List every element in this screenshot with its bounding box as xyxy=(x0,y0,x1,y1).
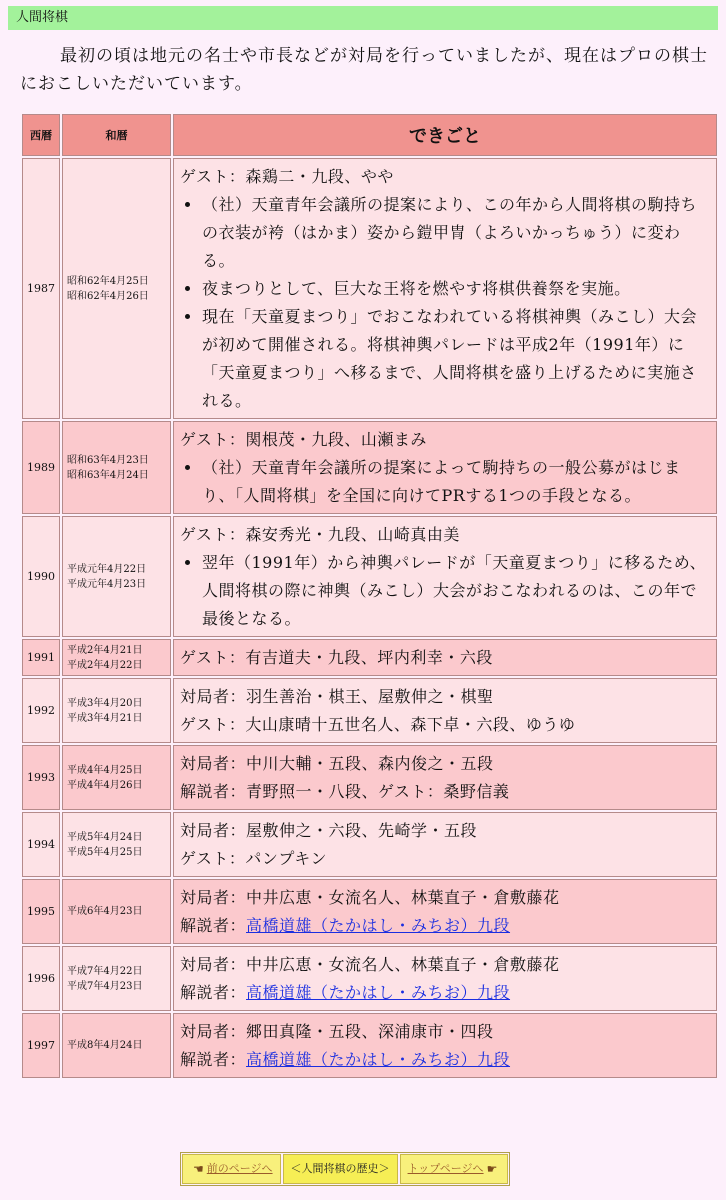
year-cell: 1987 xyxy=(22,158,60,419)
era-date: 平成4年4月26日 xyxy=(67,779,143,791)
intro-paragraph: 最初の頃は地元の名士や市長などが対局を行っていましたが、現在はプロの棋士におこしいただいています。 xyxy=(20,46,708,94)
table-row xyxy=(22,745,717,810)
commentator-line xyxy=(180,912,710,940)
year-cell: 1996 xyxy=(22,946,60,1011)
event-cell xyxy=(173,1013,717,1078)
era-date: 平成7年4月23日 xyxy=(67,980,143,992)
year-cell: 1993 xyxy=(22,745,60,810)
era-date-cell xyxy=(62,1013,171,1078)
commentator-prefix: 解説者： xyxy=(180,1050,247,1069)
commentator-line xyxy=(180,979,710,1007)
event-line: 対局者：中川大輔・五段、森内俊之・五段 xyxy=(180,754,494,773)
era-date-cell xyxy=(62,879,171,944)
list-item: • 夜まつりとして、巨大な王将を燃やす将棋供養祭を実施。 xyxy=(202,275,710,303)
event-line: ゲスト：関根茂・九段、山瀬まみ xyxy=(180,430,427,449)
year-cell: 1997 xyxy=(22,1013,60,1078)
era-date-cell xyxy=(62,639,171,676)
commentator-link[interactable]: 高橋道雄（たかはし・みちお）九段 xyxy=(246,983,511,1002)
table-row xyxy=(22,158,717,419)
era-date-cell xyxy=(62,678,171,743)
prev-page-label[interactable]: 前のページへ xyxy=(206,1162,273,1175)
event-line: ゲスト：有吉道夫・九段、坪内利幸・六段 xyxy=(180,648,493,667)
list-item: • 現在「天童夏まつり」でおこなわれている将棋神輿（みこし）大会が初めて開催される。将棋神輿パレードは平成2年（1991年）に「天童夏まつり」へ移るまで、人間将棋を盛り上げるために実施される。 xyxy=(202,303,710,415)
era-date-cell xyxy=(62,745,171,810)
table-row xyxy=(22,879,717,944)
event-line: 対局者：屋敷伸之・六段、先崎学・五段 xyxy=(180,821,478,840)
prev-page-button[interactable] xyxy=(182,1154,281,1184)
event-cell xyxy=(173,678,717,743)
commentator-prefix: 解説者： xyxy=(180,983,247,1002)
event-line: ゲスト：パンプキン xyxy=(180,849,328,868)
era-date: 平成5年4月25日 xyxy=(67,846,143,858)
section-title-bar xyxy=(8,6,718,30)
event-cell xyxy=(173,639,717,676)
list-item: • 翌年（1991年）から神輿パレードが「天童夏まつり」に移るため、人間将棋の際に神輿（みこし）大会がおこなわれるのは、この年で最後となる。 xyxy=(202,549,710,633)
table-row xyxy=(22,421,717,514)
list-item: • （社）天童青年会議所の提案により、この年から人間将棋の駒持ちの衣装が袴（はかま）姿から鎧甲冑（よろいかっちゅう）に変わる。 xyxy=(202,191,710,275)
header-events: できごと xyxy=(173,114,717,156)
event-line: ゲスト：大山康晴十五世名人、森下卓・六段、ゆうゆ xyxy=(180,715,576,734)
commentator-prefix: 解説者： xyxy=(180,916,247,935)
era-date-cell xyxy=(62,158,171,419)
era-date: 平成5年4月24日 xyxy=(67,831,143,843)
current-page-label-box xyxy=(283,1154,398,1184)
table-row xyxy=(22,516,717,637)
year-cell: 1994 xyxy=(22,812,60,877)
event-line: 解説者：青野照一・八段、ゲスト：桑野信義 xyxy=(180,782,510,801)
era-date: 平成6年4月23日 xyxy=(67,906,143,917)
era-date-cell xyxy=(62,516,171,637)
list-item: • （社）天童青年会議所の提案によって駒持ちの一般公募がはじまり、「人間将棋」を全国に向けてPRする1つの手段となる。 xyxy=(202,454,710,510)
era-date: 平成元年4月22日 xyxy=(67,563,147,575)
section-title: 人間将棋 xyxy=(16,10,69,25)
era-date-cell xyxy=(62,946,171,1011)
event-line: 対局者：郷田真隆・五段、深浦康市・四段 xyxy=(180,1022,494,1041)
year-cell: 1991 xyxy=(22,639,60,676)
era-date: 平成4年4月25日 xyxy=(67,764,143,776)
table-row xyxy=(22,639,717,676)
top-page-label[interactable]: トップページへ xyxy=(407,1162,484,1175)
year-cell: 1990 xyxy=(22,516,60,637)
event-cell xyxy=(173,421,717,514)
event-bullet-list xyxy=(180,191,710,415)
era-date: 昭和62年4月25日 xyxy=(67,275,149,287)
event-cell xyxy=(173,158,717,419)
event-line: 対局者：羽生善治・棋王、屋敷伸之・棋聖 xyxy=(180,687,494,706)
event-bullet-list xyxy=(180,549,710,633)
event-cell xyxy=(173,745,717,810)
event-line: 対局者：中井広恵・女流名人、林葉直子・倉敷藤花 xyxy=(180,955,560,974)
event-line: ゲスト：森安秀光・九段、山崎真由美 xyxy=(180,525,460,544)
current-page-label: ＜人間将棋の歴史＞ xyxy=(290,1162,390,1175)
top-page-button[interactable] xyxy=(400,1154,509,1184)
era-date: 平成3年4月21日 xyxy=(67,712,143,724)
event-cell xyxy=(173,879,717,944)
table-row xyxy=(22,812,717,877)
commentator-link[interactable]: 高橋道雄（たかはし・みちお）九段 xyxy=(246,1050,511,1069)
table-row xyxy=(22,946,717,1011)
era-date-cell xyxy=(62,812,171,877)
hand-right-icon: ☛ xyxy=(486,1162,498,1176)
table-row xyxy=(22,678,717,743)
era-date: 平成2年4月22日 xyxy=(67,659,143,671)
commentator-link[interactable]: 高橋道雄（たかはし・みちお）九段 xyxy=(246,916,511,935)
header-japanese-era: 和暦 xyxy=(62,114,171,156)
year-cell: 1992 xyxy=(22,678,60,743)
era-date: 平成7年4月22日 xyxy=(67,965,143,977)
era-date: 昭和63年4月23日 xyxy=(67,454,149,466)
year-cell: 1995 xyxy=(22,879,60,944)
history-table xyxy=(20,112,719,1080)
era-date-cell xyxy=(62,421,171,514)
event-cell xyxy=(173,516,717,637)
commentator-line xyxy=(180,1046,710,1074)
era-date: 平成3年4月20日 xyxy=(67,697,143,709)
event-cell xyxy=(173,946,717,1011)
era-date: 平成8年4月24日 xyxy=(67,1040,143,1051)
event-bullet-list xyxy=(180,454,710,510)
event-line: ゲスト：森鶏二・九段、やや xyxy=(180,167,394,186)
header-western-year: 西暦 xyxy=(22,114,60,156)
era-date: 平成元年4月23日 xyxy=(67,578,147,590)
year-cell: 1989 xyxy=(22,421,60,514)
era-date: 平成2年4月21日 xyxy=(67,644,143,656)
event-line: 対局者：中井広恵・女流名人、林葉直子・倉敷藤花 xyxy=(180,888,560,907)
event-cell xyxy=(173,812,717,877)
era-date: 昭和63年4月24日 xyxy=(67,469,149,481)
table-row xyxy=(22,1013,717,1078)
hand-left-icon: ☚ xyxy=(193,1162,204,1176)
era-date: 昭和62年4月26日 xyxy=(67,290,149,302)
page-navigation xyxy=(180,1152,510,1186)
